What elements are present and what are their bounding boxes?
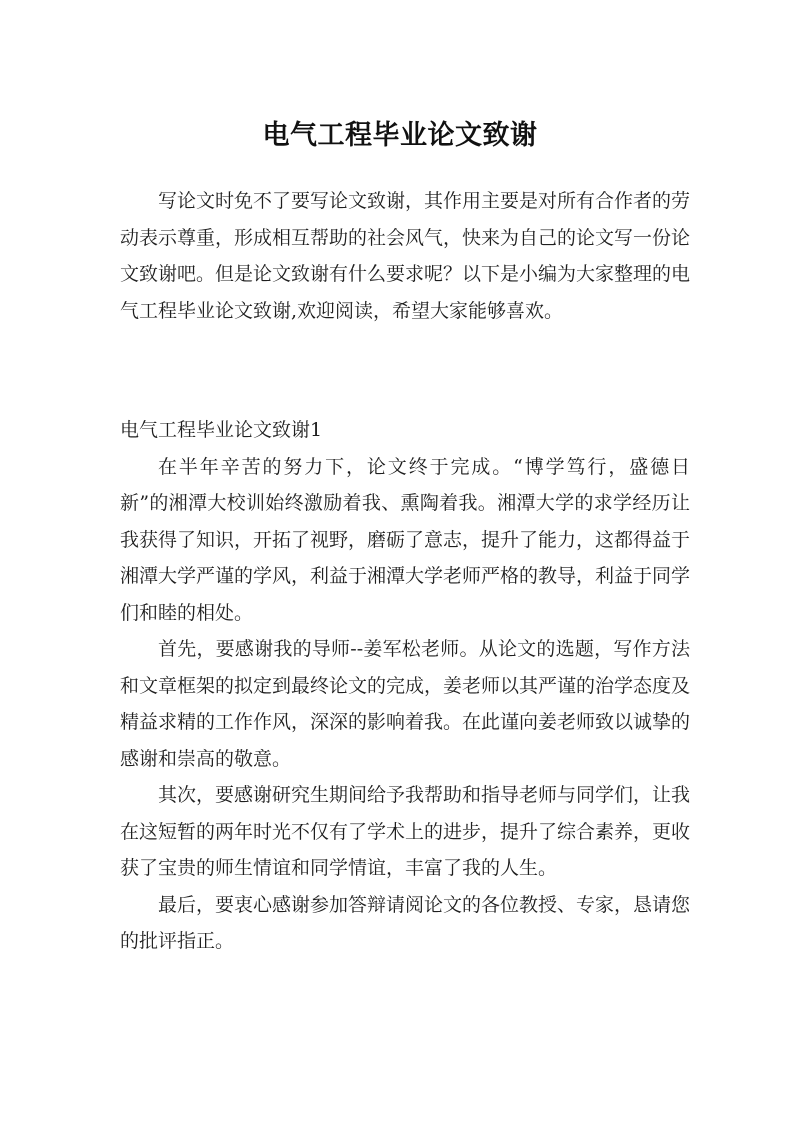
body-paragraph: 最后，要衷心感谢参加答辩请阅论文的各位教授、专家，恳请您的批评指正。 [120, 893, 691, 952]
document-title: 电气工程毕业论文致谢 [262, 120, 538, 152]
section-heading: 电气工程毕业论文致谢1 [120, 419, 323, 441]
intro-block [120, 183, 690, 329]
body-paragraph: 其次，要感谢研究生期间给予我帮助和指导老师与同学们，让我在这短暂的两年时光不仅有了学术上的进步，提升了综合素养，更收获了宝贵的师生情谊和同学情谊，丰富了我的人生。 [120, 784, 691, 879]
section-block [120, 412, 690, 960]
body-paragraph: 在半年辛苦的努力下，论文终于完成。“博学笃行，盛德日新”的湘潭大校训始终激励着我、熏陶着我。湘潭大学的求学经历让我获得了知识，开拓了视野，磨砺了意志，提升了能力，这都得益于湘潭大学严谨的学风，利益于湘潭大学老师严格的教导，利益于同学们和睦的相处。 [120, 455, 691, 624]
intro-paragraph: 写论文时免不了要写论文致谢，其作用主要是对所有合作者的劳动表示尊重，形成相互帮助的社会风气，快来为自己的论文写一份论文致谢吧。但是论文致谢有什么要求呢？以下是小编为大家整理的电气工程毕业论文致谢,欢迎阅读，希望大家能够喜欢。 [120, 190, 691, 322]
body-paragraph: 首先，要感谢我的导师--姜军松老师。从论文的选题，写作方法和文章框架的拟定到最终论文的完成，姜老师以其严谨的治学态度及精益求精的工作作风，深深的影响着我。在此谨向姜老师致以诚挚的感谢和崇高的敬意。 [120, 638, 691, 770]
